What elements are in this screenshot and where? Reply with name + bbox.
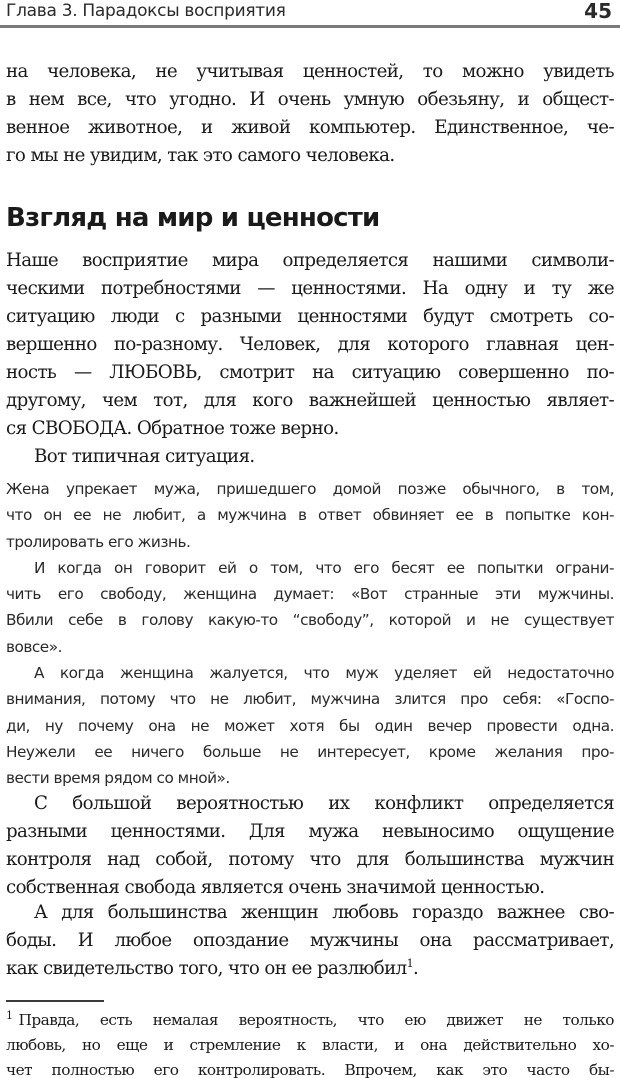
footnote-rule: [6, 1000, 104, 1002]
text-line: Наше восприятие мира определяется нашими символи-: [6, 250, 614, 271]
text-line: го мы не увидим, так это самого человека.: [6, 145, 395, 166]
section-heading: Взгляд на мир и ценности: [6, 203, 380, 233]
text-line: собственная свобода является очень значимой ценностью.: [6, 877, 545, 898]
text-line: в нем все, что угодно. И очень умную обезьяну, и общест-: [6, 89, 614, 110]
text-fragment: как свидетельство того, что он ее разлюбил: [6, 958, 407, 979]
text-line: контроля над собой, потому что для большинства мужчин: [6, 849, 614, 870]
example-box: [6, 476, 614, 792]
running-head: [0, 0, 620, 24]
page-number: 45: [584, 0, 612, 23]
example-line: внимания, потому что не любит, мужчина злится про себя: «Госпо-: [6, 690, 614, 709]
paragraph-values: [6, 247, 614, 471]
footnote-text: Правда, есть немалая вероятность, что ею движет не только: [18, 1011, 614, 1029]
text-line: ситуацию люди с разными ценностями будут смотреть со-: [6, 306, 614, 327]
footnote: [6, 1008, 614, 1078]
example-line: чить его свободу, женщина думает: «Вот странные эти мужчины.: [6, 585, 614, 604]
text-line: ся СВОБОДА. Обратное тоже верно.: [6, 418, 339, 439]
text-fragment: .: [413, 958, 419, 979]
example-line: Неужели ее ничего больше не интересует, кроме желания про-: [6, 742, 614, 761]
text-line: [6, 955, 614, 983]
footnote-line: чет полностью его контролировать. Впрочем, как это часто бы-: [6, 1061, 614, 1078]
text-line: ность — ЛЮБОВЬ, смотрит на ситуацию совершенно по-: [6, 362, 614, 383]
header-rule: [0, 25, 620, 28]
example-line: ди, ну почему она не может хотя бы один вечер провести одна.: [6, 716, 614, 735]
text-line: С большой вероятностью их конфликт определяется: [34, 793, 614, 814]
text-line: Вот типичная ситуация.: [34, 446, 255, 467]
text-line: на человека, не учитывая ценностей, то можно увидеть: [6, 61, 614, 82]
example-line: тролировать его жизнь.: [6, 532, 191, 551]
text-line: боды. И любое опоздание мужчины она рассматривает,: [6, 930, 614, 951]
example-line: вести время рядом со мной».: [6, 769, 230, 788]
footnote-line: любовь, но еще и стремление к власти, и она действительно хо-: [6, 1036, 614, 1054]
text-line: ческими потребностями — ценностями. На одну и ту же: [6, 278, 614, 299]
text-line: другому, чем тот, для кого важнейшей ценностью являет-: [6, 390, 614, 411]
intro-paragraph: [6, 58, 614, 170]
example-line: Жена упрекает мужа, пришедшего домой позже обычного, в том,: [6, 480, 614, 498]
example-line: И когда он говорит ей о том, что его бесят ее попытки ограни-: [34, 558, 614, 577]
example-line: вовсе».: [6, 637, 62, 656]
example-line: А когда женщина жалуется, что муж уделяет ей недостаточно: [34, 664, 614, 683]
footnote-line: [6, 1008, 614, 1033]
chapter-title: Глава 3. Парадоксы восприятия: [6, 1, 286, 21]
footnote-mark: 1: [6, 1008, 13, 1022]
paragraph-conflict: [6, 790, 614, 902]
text-line: венное животное, и живой компьютер. Единственное, че-: [6, 117, 614, 138]
footnote-reference[interactable]: 1: [406, 956, 414, 970]
example-line: что он ее не любит, а мужчина в ответ обвиняет ее в попытке кон-: [6, 506, 614, 525]
example-line: Вбили себе в голову какую-то “свободу”, которой и не существует: [6, 611, 614, 630]
text-line: А для большинства женщин любовь гораздо важнее сво-: [34, 902, 614, 923]
text-line: разными ценностями. Для мужа невыносимо ощущение: [6, 821, 614, 842]
text-line: вершенно по-разному. Человек, для которого главная цен-: [6, 334, 614, 355]
paragraph-women: [6, 899, 614, 983]
